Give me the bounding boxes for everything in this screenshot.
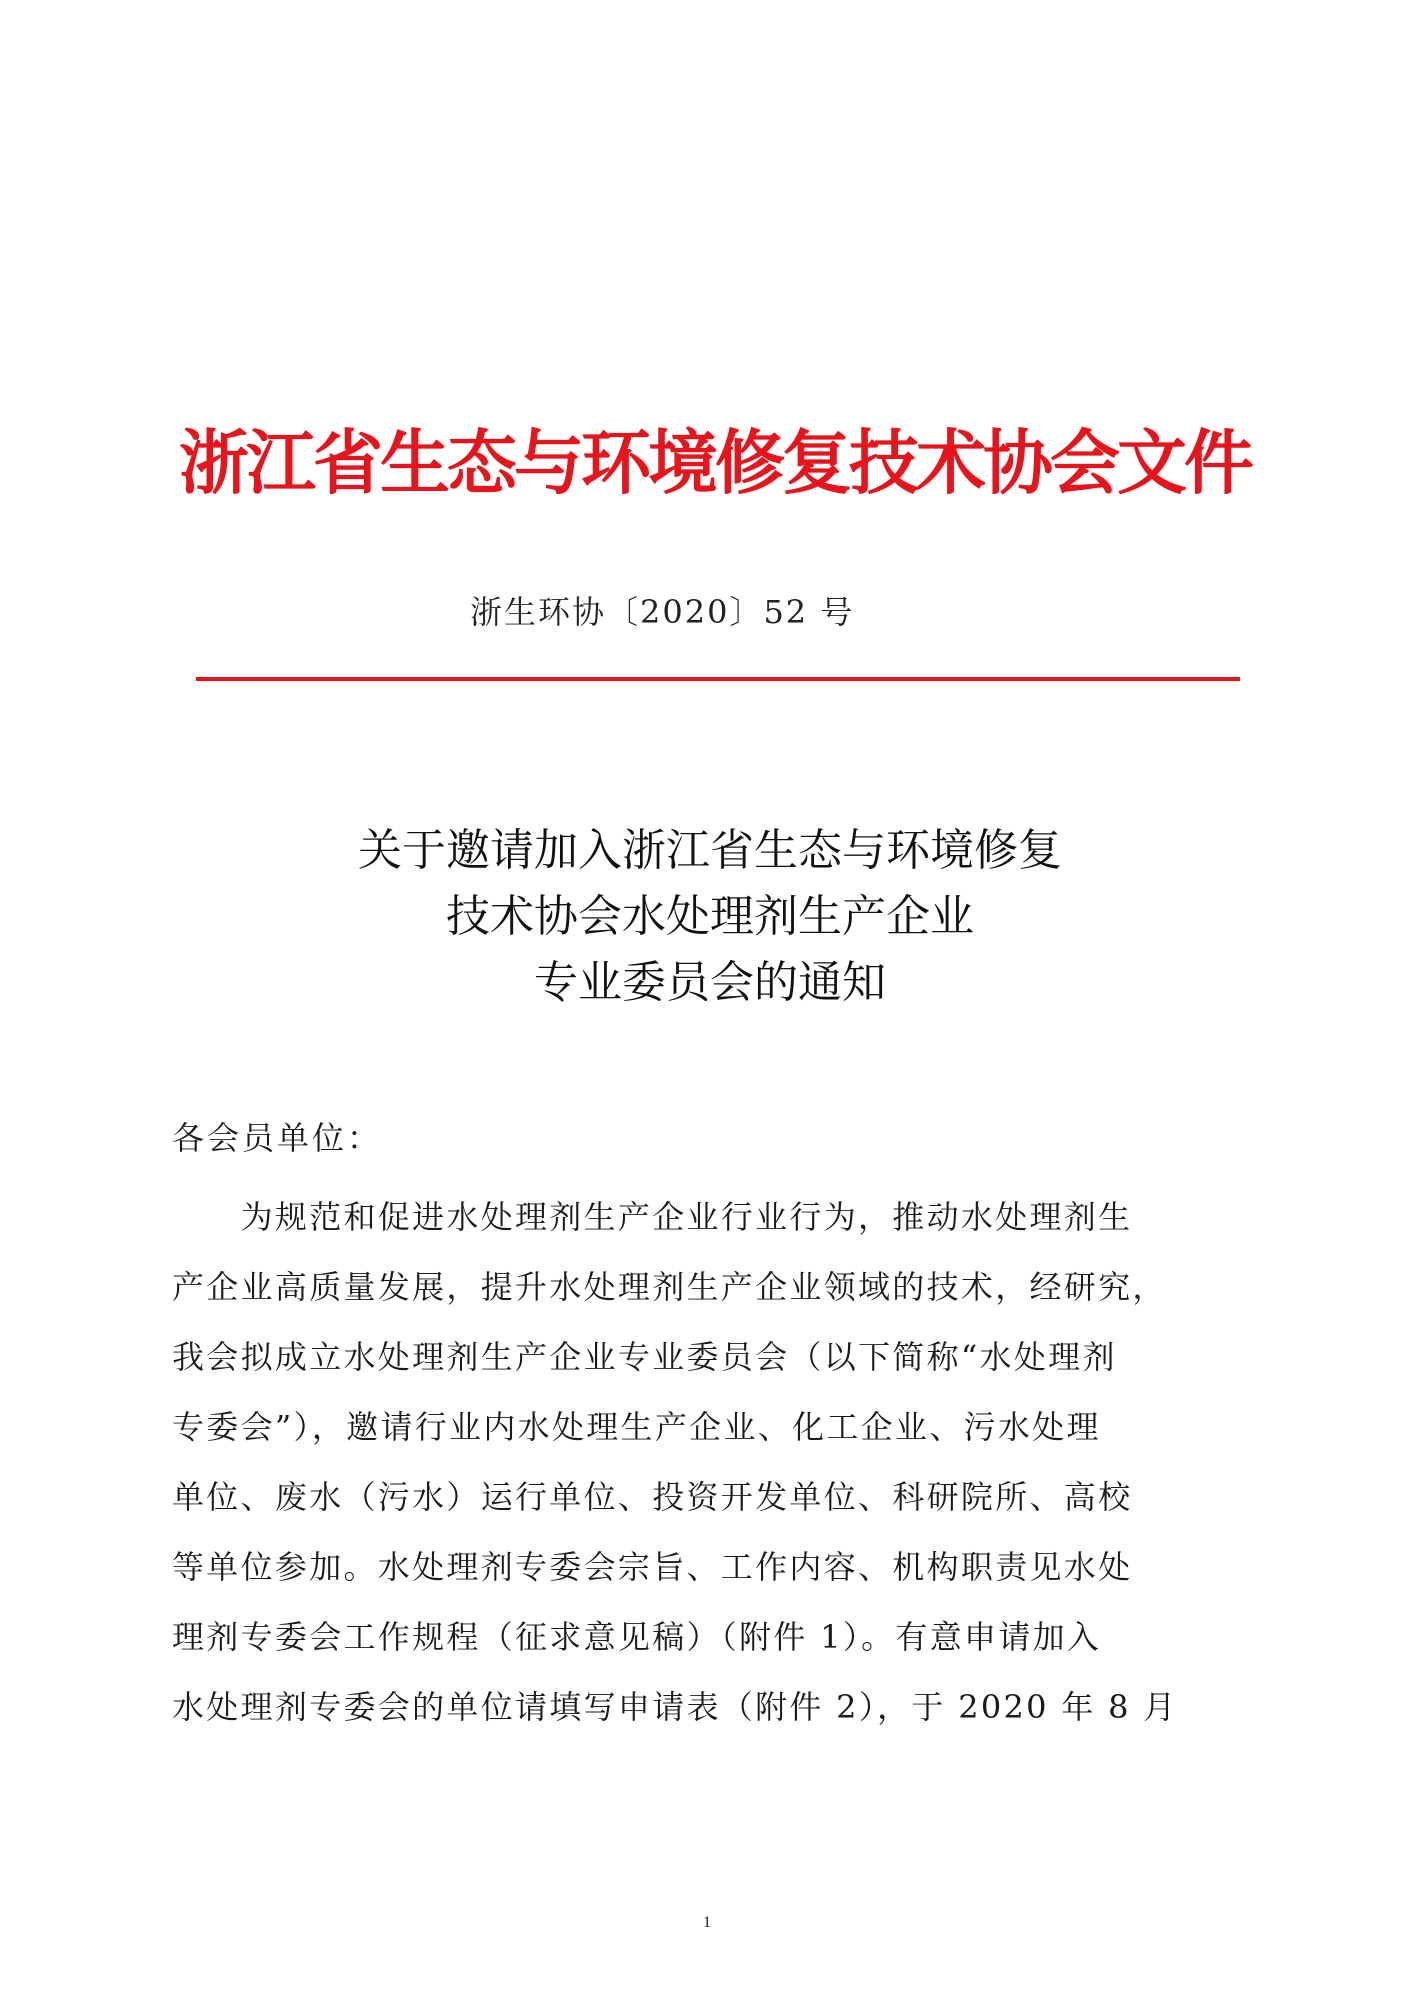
document-header-title: 浙江省生态与环境修复技术协会文件 <box>179 421 1251 504</box>
body-line: 我会拟成立水处理剂生产企业专业委员会（以下简称“水处理剂 <box>172 1338 1117 1376</box>
document-number: 浙生环协〔2020〕52 号 <box>470 593 855 631</box>
body-line: 理剂专委会工作规程（征求意见稿）（附件 1）。有意申请加入 <box>172 1618 1102 1656</box>
body-line: 产企业高质量发展，提升水处理剂生产企业领域的技术，经研究， <box>172 1268 1167 1306</box>
notice-title-line: 关于邀请加入浙江省生态与环境修复 <box>358 825 1062 876</box>
body-line: 为规范和促进水处理剂生产企业行业行为，推动水处理剂生 <box>172 1198 1133 1236</box>
header-divider <box>196 677 1240 681</box>
body-line: 水处理剂专委会的单位请填写申请表（附件 2），于 2020 年 8 月 <box>172 1688 1178 1726</box>
body-text <box>172 1197 1232 1757</box>
notice-title-line: 技术协会水处理剂生产企业 <box>446 891 974 942</box>
body-line: 单位、废水（污水）运行单位、投资开发单位、科研院所、高校 <box>172 1478 1133 1516</box>
page-number: 1 <box>703 1914 711 1931</box>
salutation: 各会员单位： <box>172 1119 383 1157</box>
notice-title-line: 专业委员会的通知 <box>534 957 886 1008</box>
body-line: 等单位参加。水处理剂专委会宗旨、工作内容、机构职责见水处 <box>172 1548 1133 1586</box>
body-line: 专委会”），邀请行业内水处理生产企业、化工企业、污水处理 <box>172 1408 1101 1446</box>
notice-title <box>170 818 1250 1016</box>
